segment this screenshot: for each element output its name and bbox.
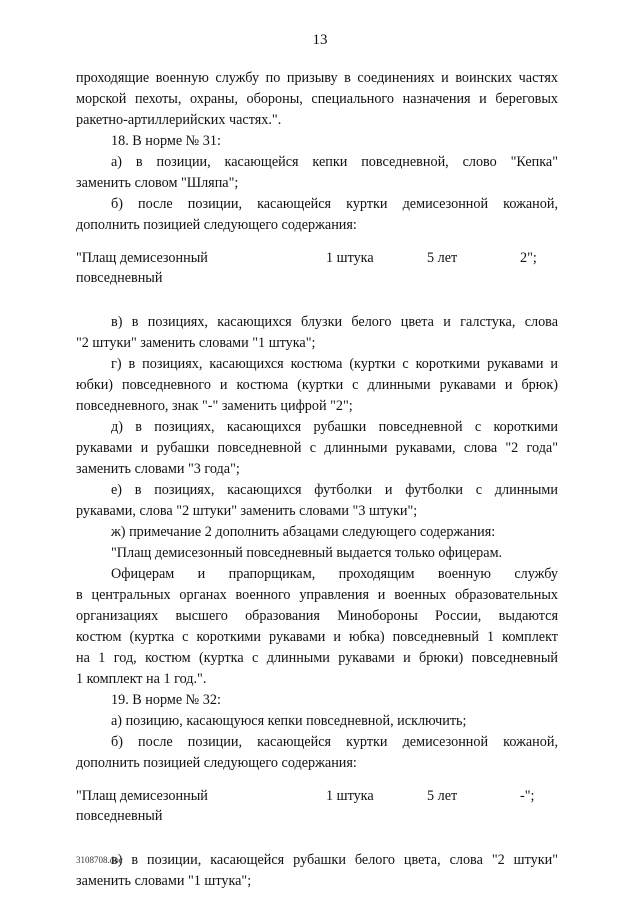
position-term: 5 лет xyxy=(427,250,458,266)
text-line: а) в позиции, касающейся кепки повседневной, слово "Кепка" xyxy=(111,154,558,170)
file-name-footer: 3108708.doc xyxy=(76,855,123,865)
text-line: дополнить позицией следующего содержания: xyxy=(76,755,357,771)
text-line: б) после позиции, касающейся куртки демисезонной кожаной, xyxy=(111,196,558,212)
text-line: в центральных органах военного управления и военных образовательных xyxy=(76,587,558,603)
position-name: "Плащ демисезонный xyxy=(76,788,208,804)
text-line: заменить словом "Шляпа"; xyxy=(76,175,239,191)
text-line: костюм (куртка с короткими рукавами и юбка) повседневный 1 комплект xyxy=(76,629,558,645)
text-line: организациях высшего образования Минобороны России, выдаются xyxy=(76,608,558,624)
position-value: 2"; xyxy=(520,250,537,266)
text-line: морской пехоты, охраны, обороны, специального назначения и береговых xyxy=(76,91,558,107)
norm-position-row xyxy=(76,786,558,823)
text-line: дополнить позицией следующего содержания: xyxy=(76,217,357,233)
text-line: проходящие военную службу по призыву в соединениях и воинских частях xyxy=(76,70,558,86)
text-line: Офицерам и прапорщикам, проходящим военную службу xyxy=(111,566,558,582)
position-name: "Плащ демисезонный xyxy=(76,250,208,266)
position-name-continued: повседневный xyxy=(76,270,163,286)
position-term: 5 лет xyxy=(427,788,458,804)
text-line: г) в позициях, касающихся костюма (куртки с короткими рукавами и xyxy=(111,356,558,372)
text-line: д) в позициях, касающихся рубашки повседневной с короткими xyxy=(111,419,558,435)
norm-position-row xyxy=(76,248,558,285)
text-line: в) в позициях, касающихся блузки белого цвета и галстука, слова xyxy=(111,314,558,330)
text-line: ж) примечание 2 дополнить абзацами следующего содержания: xyxy=(111,524,496,540)
text-line: юбки) повседневного и костюма (куртки с длинными рукавами и брюк) xyxy=(76,377,558,393)
text-line: 1 комплект на 1 год.". xyxy=(76,671,207,687)
text-line: е) в позициях, касающихся футболки и футболки с длинными xyxy=(111,482,558,498)
text-line: в) в позиции, касающейся рубашки белого цвета, слова "2 штуки" xyxy=(111,852,558,868)
section-heading-18: 18. В норме № 31: xyxy=(111,133,221,149)
text-line: "Плащ демисезонный повседневный выдается только офицерам. xyxy=(111,545,503,561)
position-value: -"; xyxy=(520,788,535,804)
text-line: б) после позиции, касающейся куртки демисезонной кожаной, xyxy=(111,734,558,750)
text-line: ракетно-артиллерийских частях.". xyxy=(76,112,282,128)
position-quantity: 1 штука xyxy=(326,788,374,804)
text-line: на 1 год, костюм (куртка с длинными рукавами и брюки) повседневный xyxy=(76,650,558,666)
text-line: повседневного, знак "-" заменить цифрой "2"; xyxy=(76,398,353,414)
document-body xyxy=(76,68,558,892)
position-quantity: 1 штука xyxy=(326,250,374,266)
section-heading-19: 19. В норме № 32: xyxy=(111,692,221,708)
text-line: "2 штуки" заменить словами "1 штука"; xyxy=(76,335,316,351)
text-line: заменить словами "3 года"; xyxy=(76,461,240,477)
position-name-continued: повседневный xyxy=(76,808,163,824)
text-line: а) позицию, касающуюся кепки повседневной, исключить; xyxy=(111,713,467,729)
page-number: 13 xyxy=(312,32,328,48)
text-line: заменить словами "1 штука"; xyxy=(76,873,252,889)
text-line: рукавами, слова "2 штуки" заменить словами "3 штуки"; xyxy=(76,503,418,519)
text-line: рукавами и рубашки повседневной с длинными рукавами, слова "2 года" xyxy=(76,440,558,456)
